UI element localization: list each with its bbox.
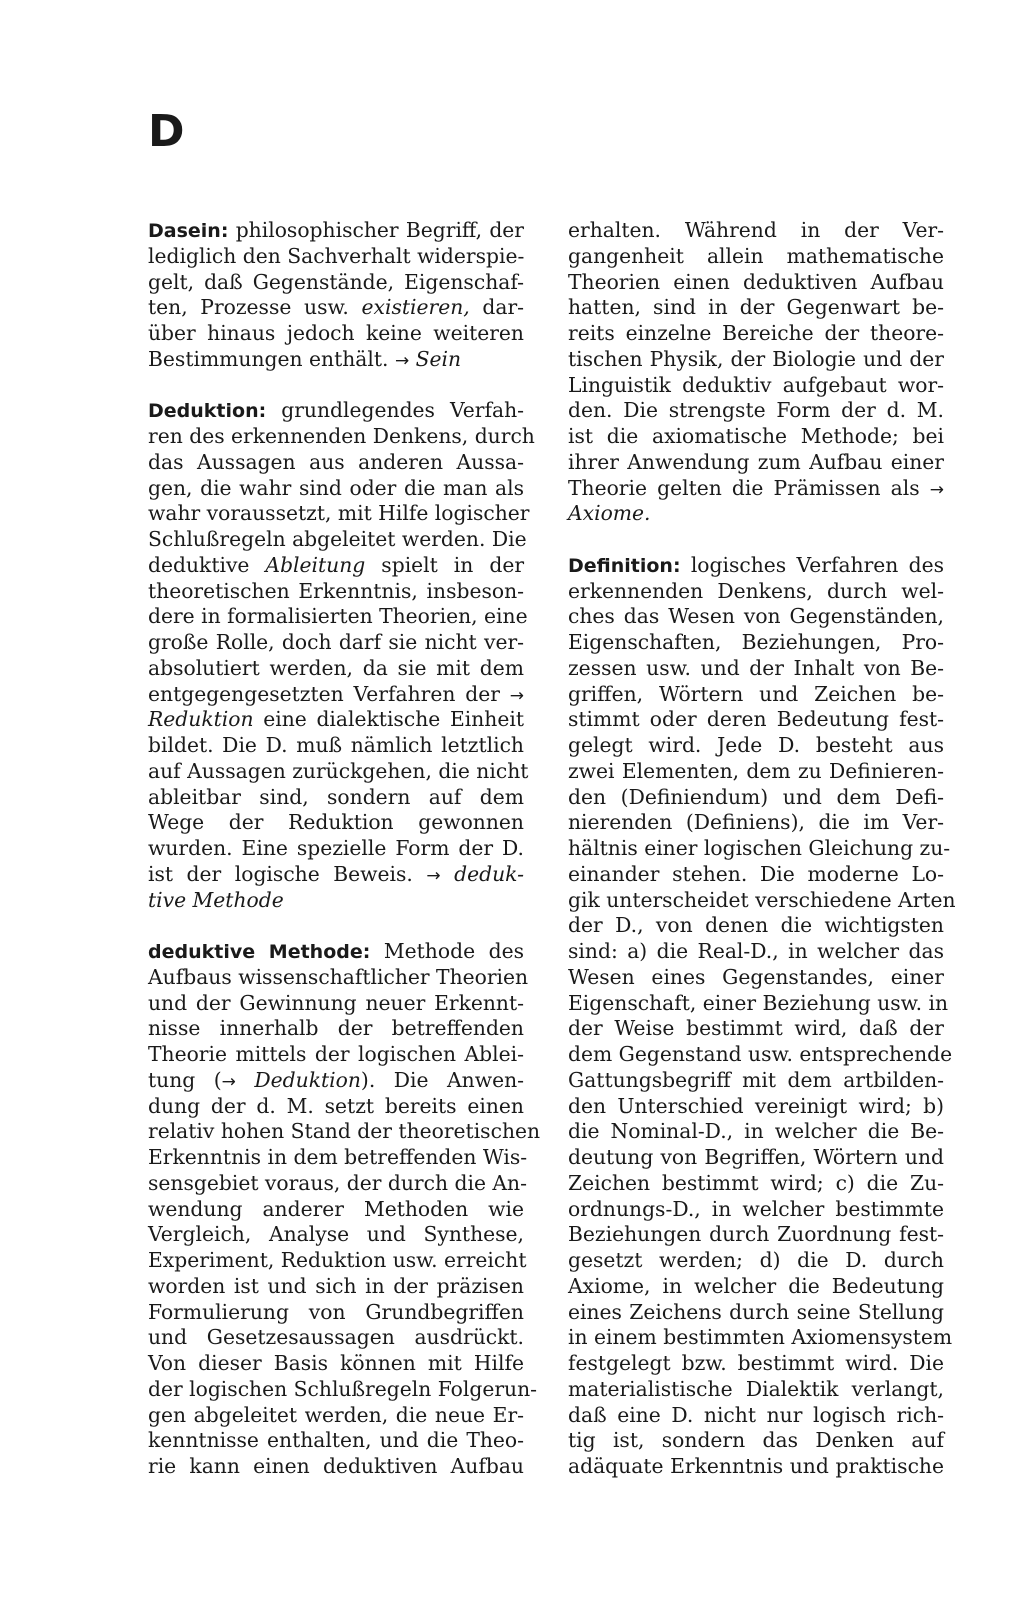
text-line: Experiment, Reduktion usw. erreicht bbox=[148, 1248, 527, 1272]
text-line: stimmt oder deren Bedeutung fest- bbox=[568, 707, 944, 732]
text-line: gesetzt werden; d) die D. durch bbox=[568, 1248, 944, 1272]
text-line bbox=[568, 476, 944, 502]
text-line: ordnungs-D., in welcher bestimmte bbox=[568, 1196, 944, 1221]
text-line: zessen usw. und der Inhalt von Be- bbox=[568, 655, 944, 680]
text-segment: ist der logische Beweis. bbox=[148, 861, 413, 886]
text-line bbox=[148, 1068, 524, 1094]
text-line: tig ist, sondern das Denken auf bbox=[568, 1428, 944, 1453]
text-segment: Methode des bbox=[383, 939, 524, 963]
text-line: daß eine D. nicht nur logisch rich- bbox=[568, 1402, 944, 1427]
text-line: eines Zeichens durch seine Stellung bbox=[568, 1299, 944, 1324]
text-line: Gattungsbegriff mit dem artbilden- bbox=[568, 1067, 944, 1092]
text-line: ihrer Anwendung zum Aufbau einer bbox=[568, 449, 944, 474]
entry-headword: Dasein: bbox=[148, 220, 229, 242]
right-column bbox=[568, 218, 956, 1480]
text-line: den Unterschied vereinigt wird; b) bbox=[568, 1093, 944, 1118]
cross-reference-link[interactable]: deduk- bbox=[454, 861, 524, 886]
text-segment: ten, Prozesse usw. bbox=[148, 295, 349, 320]
text-segment: eine dialektische Einheit bbox=[263, 707, 524, 732]
text-line: lediglich den Sachverhalt widerspie- bbox=[148, 243, 525, 268]
text-line: Vergleich, Analyse und Synthese, bbox=[148, 1222, 524, 1247]
text-line: Wesen eines Gegenstandes, einer bbox=[568, 964, 944, 989]
text-line: rie kann einen deduktiven Aufbau bbox=[148, 1454, 524, 1478]
text-line: festgelegt bzw. bestimmt wird. Die bbox=[568, 1351, 944, 1375]
entry-headword: Definition: bbox=[568, 554, 681, 577]
text-line: dere in formalisierten Theorien, eine bbox=[148, 604, 528, 629]
left-column bbox=[148, 218, 541, 1480]
text-line: die Nominal-D., in welcher die Be- bbox=[568, 1119, 944, 1144]
text-line: gelt, daß Gegenstände, Eigenschaf- bbox=[148, 269, 524, 294]
text-line: absolutiert werden, da sie mit dem bbox=[148, 655, 524, 680]
text-line: Eigenschaft, einer Beziehung usw. in bbox=[568, 990, 949, 1015]
text-line: gik unterscheidet verschiedene Arten bbox=[568, 887, 956, 912]
text-segment: dar- bbox=[482, 295, 525, 320]
cross-reference-arrow-icon: → bbox=[394, 350, 410, 371]
text-line: Wege der Reduktion gewonnen bbox=[148, 810, 524, 835]
text-line bbox=[148, 862, 524, 888]
text-segment: ). Die Anwen- bbox=[360, 1067, 524, 1092]
text-line bbox=[148, 218, 524, 244]
text-line: gelegt wird. Jede D. besteht aus bbox=[568, 733, 944, 757]
text-line bbox=[148, 707, 524, 733]
text-line: wahr voraussetzt, mit Hilfe logischer bbox=[148, 501, 530, 526]
text-segment: grundlegendes Verfah- bbox=[281, 398, 524, 423]
text-segment: entgegengesetzten Verfahren der bbox=[148, 681, 500, 706]
text-segment: deduktive bbox=[148, 552, 250, 577]
cross-reference-arrow-icon: → bbox=[221, 1071, 236, 1092]
entry-definition bbox=[568, 552, 956, 1480]
entry-deduktive-methode-continued bbox=[568, 218, 944, 527]
cross-reference-arrow-icon: → bbox=[426, 865, 441, 886]
text-line: Zeichen bestimmt wird; c) die Zu- bbox=[568, 1170, 944, 1195]
text-line: das Aussagen aus anderen Aussa- bbox=[148, 449, 524, 474]
text-line: deutung von Begriffen, Wörtern und bbox=[568, 1145, 944, 1169]
text-line: Schlußregeln abgeleitet werden. Die bbox=[148, 527, 527, 551]
text-line bbox=[148, 939, 524, 965]
text-line: ableitbar sind, sondern auf dem bbox=[148, 784, 524, 809]
cross-reference-arrow-icon: → bbox=[509, 685, 524, 706]
entry-headword: deduktive Methode: bbox=[148, 941, 371, 963]
text-line: reits einzelne Bereiche der theore- bbox=[568, 321, 944, 345]
text-line: und Gesetzesaussagen ausdrückt. bbox=[148, 1325, 524, 1350]
text-line: einander stehen. Die moderne Lo- bbox=[568, 861, 944, 886]
text-line bbox=[148, 888, 524, 914]
cross-reference-link[interactable]: tive Methode bbox=[148, 887, 284, 912]
text-line: Von dieser Basis können mit Hilfe bbox=[148, 1351, 524, 1375]
text-line: zwei Elementen, dem zu Definieren- bbox=[568, 758, 944, 783]
entry-deduktive-methode bbox=[148, 939, 541, 1480]
text-line bbox=[148, 553, 524, 579]
cross-reference-link[interactable]: Reduktion bbox=[148, 707, 254, 732]
text-line: Theorien einen deduktiven Aufbau bbox=[568, 269, 944, 294]
cross-reference-link[interactable]: Axiome. bbox=[568, 501, 651, 526]
text-line: dung der d. M. setzt bereits einen bbox=[148, 1093, 524, 1118]
text-line: den (Definiendum) und dem Defi- bbox=[568, 784, 944, 809]
text-line: ist die axiomatische Methode; bei bbox=[568, 424, 944, 448]
text-line: dem Gegenstand usw. entsprechende bbox=[568, 1042, 953, 1066]
cross-reference-link[interactable]: Deduktion bbox=[254, 1067, 361, 1092]
cross-reference-link[interactable]: Sein bbox=[415, 346, 462, 371]
entry-headword: Deduktion: bbox=[148, 400, 267, 423]
text-line: erhalten. Während in der Ver- bbox=[568, 218, 944, 242]
text-line: materialistische Dialektik verlangt, bbox=[568, 1376, 944, 1401]
section-letter: D bbox=[148, 106, 185, 157]
text-line: Theorie mittels der logischen Ablei- bbox=[148, 1042, 524, 1066]
text-line bbox=[148, 295, 524, 321]
text-line: hatten, sind in der Gegenwart be- bbox=[568, 295, 944, 320]
text-line bbox=[148, 682, 524, 708]
text-line: griffen, Wörtern und Zeichen be- bbox=[568, 681, 944, 706]
text-line: über hinaus jedoch keine weiteren bbox=[148, 321, 524, 345]
text-line: große Rolle, doch darf sie nicht ver- bbox=[148, 630, 524, 654]
text-line: gen abgeleitet werden, die neue Er- bbox=[148, 1402, 524, 1427]
text-line: sensgebiet voraus, der durch die An- bbox=[148, 1170, 527, 1195]
text-line: hältnis einer logischen Gleichung zu- bbox=[568, 836, 951, 860]
cross-reference-arrow-icon: → bbox=[929, 479, 944, 500]
text-line: der D., von denen die wichtigsten bbox=[568, 913, 944, 938]
text-line bbox=[568, 553, 944, 579]
text-line: wendung anderer Methoden wie bbox=[148, 1196, 524, 1221]
text-line bbox=[148, 347, 524, 373]
text-line: adäquate Erkenntnis und praktische bbox=[568, 1454, 944, 1478]
text-line: theoretischen Erkenntnis, insbeson- bbox=[148, 578, 524, 603]
text-line: tischen Physik, der Biologie und der bbox=[568, 346, 944, 371]
text-line: erkennenden Denkens, durch wel- bbox=[568, 578, 944, 603]
text-segment: Bestimmungen enthält. bbox=[148, 346, 389, 371]
text-line: relativ hohen Stand der theoretischen bbox=[148, 1119, 541, 1144]
text-line: Beziehungen durch Zuordnung fest- bbox=[568, 1222, 944, 1247]
text-line: nisse innerhalb der betreffenden bbox=[148, 1016, 524, 1041]
emphasized-term: existieren, bbox=[361, 295, 470, 320]
text-segment: philosophischer Begriff, der bbox=[235, 218, 524, 242]
text-line: wurden. Eine spezielle Form der D. bbox=[148, 836, 524, 860]
text-line: und der Gewinnung neuer Erkennt- bbox=[148, 990, 524, 1015]
text-line: gen, die wahr sind oder die man als bbox=[148, 475, 524, 500]
entry-dasein bbox=[148, 218, 524, 373]
text-line: sind: a) die Real-D., in welcher das bbox=[568, 939, 944, 963]
text-line: Erkenntnis in dem betreffenden Wis- bbox=[148, 1145, 528, 1169]
text-segment: spielt in der bbox=[381, 552, 525, 577]
text-line: gangenheit allein mathematische bbox=[568, 243, 944, 268]
text-line bbox=[148, 398, 524, 424]
text-line: auf Aussagen zurückgehen, die nicht bbox=[148, 758, 529, 783]
text-line: der logischen Schlußregeln Folgerun- bbox=[148, 1376, 538, 1401]
emphasized-term: Ableitung bbox=[265, 552, 366, 577]
text-line: Eigenschaften, Beziehungen, Pro- bbox=[568, 630, 944, 654]
text-line: kenntnisse enthalten, und die Theo- bbox=[148, 1428, 524, 1453]
text-line: Axiome, in welcher die Bedeutung bbox=[568, 1273, 944, 1298]
text-segment: Theorie gelten die Prämissen als bbox=[568, 475, 920, 500]
text-line: ren des erkennenden Denkens, durch bbox=[148, 424, 535, 448]
text-line: den. Die strengste Form der d. M. bbox=[568, 398, 944, 423]
entry-deduktion bbox=[148, 398, 535, 913]
text-line: der Weise bestimmt wird, daß der bbox=[568, 1016, 944, 1041]
text-line: in einem bestimmten Axiomensystem bbox=[568, 1325, 953, 1350]
text-segment: tung ( bbox=[148, 1067, 222, 1092]
text-line: Aufbaus wissenschaftlicher Theorien bbox=[148, 964, 529, 989]
text-line: worden ist und sich in der präzisen bbox=[148, 1273, 524, 1298]
text-line bbox=[568, 501, 944, 527]
text-line: Formulierung von Grundbegriffen bbox=[148, 1299, 524, 1324]
text-line: Linguistik deduktiv aufgebaut wor- bbox=[568, 372, 944, 397]
text-line: bildet. Die D. muß nämlich letztlich bbox=[148, 733, 524, 757]
text-line: nierenden (Definiens), die im Ver- bbox=[568, 810, 944, 835]
text-line: ches das Wesen von Gegenständen, bbox=[568, 604, 944, 629]
text-segment: logisches Verfahren des bbox=[690, 552, 944, 577]
